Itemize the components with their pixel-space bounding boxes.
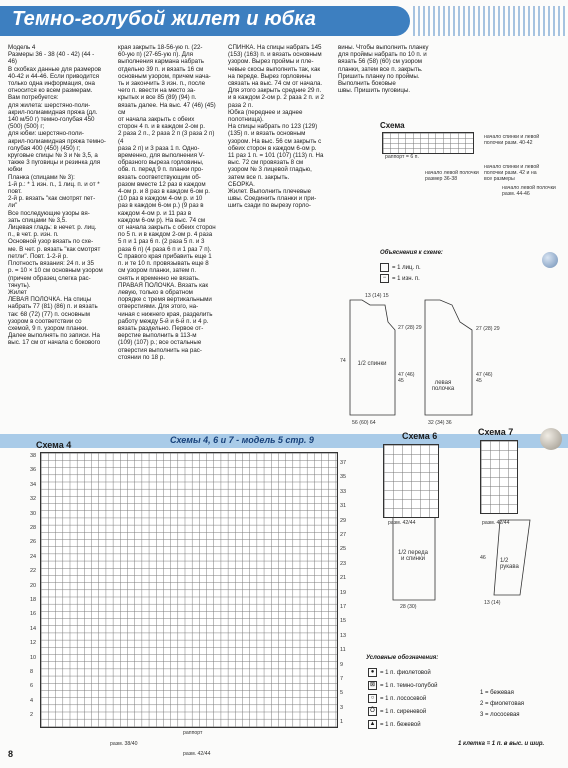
footer-note: 1 клетка = 1 п. в выс. и шир. <box>458 741 545 747</box>
schema-ann4: начало левой полочки разм. 44-46 <box>502 185 556 197</box>
left-front-label: левая полочка <box>431 380 455 392</box>
col2-line: работу между 5-й и 6-й п. и 4 р. <box>118 317 209 325</box>
col1-line: Жилет <box>8 288 27 296</box>
back-height-measure: 74 <box>340 358 346 364</box>
front-armhole-measure: 27 (28) 29 <box>476 326 500 332</box>
col2-line: по 5 п. и в каждом 2-ом р. 4 раза <box>118 231 213 239</box>
row-number: 36 <box>30 467 37 474</box>
col3-line: связать на выс. 74 см от начала. <box>228 80 323 88</box>
col1-line: зать спицами № 3,5. <box>8 216 67 224</box>
col1-line: акрил-полиамидная пряжа (дл. <box>8 108 98 116</box>
col1-line: ЛЕВАЯ ПОЛОЧКА. На спицы <box>8 296 92 304</box>
col1-line: Плотность вязания: 24 п. и 35 <box>8 260 94 268</box>
legend-item: ⊠ = 1 п. темно-голубой <box>369 682 438 690</box>
col2-line: ть и закончить 3 изн. п., после <box>118 80 206 88</box>
schema-rapport: раппорт = 6 п. <box>385 154 419 160</box>
legend-color-item: 1 = бежевая <box>480 690 514 696</box>
col1-line: Далее выполнять по записи. На <box>8 332 100 340</box>
legend-color-item: 2 = фиолетовая <box>480 701 525 707</box>
row-number: 5 <box>340 690 344 697</box>
col1-line: голубая 400 (450) (450) г; <box>8 144 81 152</box>
col2-line: раз в каждом 6-ом р.) (9 раз в <box>118 202 204 210</box>
schema4-rapport: раппорт <box>183 730 203 736</box>
col1-line: схемой, 9 п. узором планки. <box>8 324 88 332</box>
row-number: 25 <box>340 546 347 553</box>
col2-line: снять и временно не вязать. <box>118 274 200 282</box>
page-title: Темно-голубой жилет и юбка <box>12 8 317 30</box>
schema4-size2: разм. 42/44 <box>183 751 211 757</box>
col2-line: 5 п и 1 раз 6 п. (2 раза 5 п. и 3 <box>118 238 205 246</box>
col1-line: 46) <box>8 58 17 66</box>
col3-line: обеих сторон в каждом 6-ом р. <box>228 144 317 152</box>
row-number: 1 <box>340 719 344 726</box>
row-number: 27 <box>340 532 347 538</box>
col2-line: раза 2 п) и 3 раза 1 п. Одно- <box>118 144 200 152</box>
col3-line: раза 2 п. <box>228 101 254 109</box>
row-number: 2 <box>30 712 34 719</box>
col2-line: стоянии по 18 р. <box>118 353 165 361</box>
col2-line: от начала закрыть с обеих сторон <box>118 224 216 232</box>
row-number: 10 <box>30 654 37 661</box>
schema-ann1: начало левой полочки размер 36-38 <box>425 170 479 182</box>
col2-line: образного выреза горловины, <box>118 159 204 167</box>
back-top-measure: 13 (14) 15 <box>365 293 389 299</box>
schema-title: Схема <box>380 121 405 130</box>
schema-legend-title: Объяснения к схеме: <box>380 250 443 256</box>
armhole-measure: 27 (28) 29 <box>398 325 422 331</box>
legend-item: ▲ = 1 п. бежевой <box>369 721 421 729</box>
row-number: 14 <box>30 625 37 632</box>
col1-line: р. = 10 × 10 см основным узором <box>8 267 103 275</box>
row-number: 33 <box>340 488 347 495</box>
col2-line: раза 6 п) (4 раза 6 п и 1 раз 7 п). <box>118 245 212 253</box>
col3-line: на переде. Вырез горловины <box>228 72 312 80</box>
front-bottom-measure: 32 (34) 36 <box>428 420 452 426</box>
col3-line: шить сзади по вырезу горло- <box>228 202 311 210</box>
col3-line: чевые скосы выполнить так, как <box>228 65 321 73</box>
col4-line: швы. Пришить пуговицы. <box>338 87 411 95</box>
back-bottom-measure: 56 (60) 64 <box>352 420 376 426</box>
col1-line: узором в соответствии со <box>8 317 82 325</box>
row-number: 13 <box>340 632 347 639</box>
row-number: 24 <box>30 553 37 560</box>
schema-ann2: начало спинки и левой полочки разм. 40-42 <box>484 134 540 146</box>
col3-line: СБОРКА. <box>228 180 255 188</box>
row-number: 29 <box>340 517 347 524</box>
legend-color-item: 3 = лососевая <box>480 712 520 718</box>
legend-item: ● = 1 п. фиолетовой <box>368 668 431 677</box>
col1-line: 40-42 и 44-46. Если приводится <box>8 72 99 80</box>
col4-line: вязать 56 (58) (60) см узором <box>338 58 423 66</box>
row-number: 12 <box>30 640 37 647</box>
col3-line: Жилет. Выполнить плечевые <box>228 188 312 196</box>
col1-line: Все последующие узоры вя- <box>8 209 90 217</box>
col1-line: для жилета: шерстяно-поли- <box>8 101 91 109</box>
schema7-grid <box>480 440 518 514</box>
col2-line: 60-ую п) (27-65-ую п). Для <box>118 51 193 59</box>
row-number: 34 <box>30 481 37 488</box>
row-number: 28 <box>30 525 37 531</box>
col1-line: Вам потребуется: <box>8 94 59 102</box>
row-number: 35 <box>340 474 347 481</box>
col1-line: для юбки: шерстяно-поли- <box>8 130 84 138</box>
col2-line: от начала закрыть с обеих <box>118 116 195 124</box>
legend-item: Ō = 1 п. сиреневой <box>368 707 426 716</box>
col2-line: ПРАВАЯ ПОЛОЧКА. Вязать как <box>118 281 209 289</box>
row-number: 4 <box>30 697 34 704</box>
row-number: 6 <box>30 683 34 690</box>
row-number: 32 <box>30 496 37 503</box>
legend-item: ○ = 1 п. лососевой <box>368 694 426 703</box>
schema-ann3: начало спинки и левой полочки разм. 42 и на все размеры <box>484 164 540 182</box>
col2-line: чего п. ввести на место за- <box>118 87 196 95</box>
band-title: Схемы 4, 6 и 7 - модель 5 стр. 9 <box>170 435 314 445</box>
stitch-symbol-icon: ● <box>368 668 377 677</box>
col1-line: 1-й р.: * 1 изн. п., 1 лиц. п. и от * <box>8 180 100 188</box>
stitch-symbol-icon: Ō <box>368 707 377 716</box>
row-number: 38 <box>30 453 37 459</box>
back-half-label: 1/2 спинки <box>357 361 387 367</box>
col2-line: С правого края прибавить еще 1 <box>118 252 212 260</box>
stitch-symbol-icon: ⊠ <box>369 682 376 688</box>
col4-line: Выполнить боковые <box>338 80 396 88</box>
row-number: 3 <box>340 704 344 711</box>
row-number: 17 <box>340 604 347 610</box>
col2-line: каждом 4-ом р. и 11 раз в <box>118 209 192 217</box>
purl-stitch-icon: − <box>380 274 389 283</box>
row-number: 7 <box>340 676 344 682</box>
stitch-symbol-icon: ○ <box>368 694 377 703</box>
col1-line: тянуть). <box>8 281 31 289</box>
col2-line: верстие выполнить в 113-м <box>118 332 197 340</box>
col2-line: (109) (107) р.; все остальные <box>118 339 202 347</box>
schema4-title: Схема 4 <box>36 440 72 450</box>
col2-line: отдельно 39 п. и вязать 16 см <box>118 65 204 73</box>
schema6-size: разм. 42/44 <box>388 520 416 526</box>
col3-line: (135) п. и вязать основным <box>228 130 306 138</box>
col2-line: левую, только в обратном <box>118 288 193 296</box>
sleeve-bottom: 13 (14) <box>484 600 501 606</box>
row-number: 15 <box>340 618 347 625</box>
schema4-size1: разм. 38/40 <box>110 741 138 747</box>
col3-line: 11 раз 1 п. = 101 (107) (113) п. На <box>228 152 324 160</box>
front-back-half-label: 1/2 переда и спинки <box>398 550 428 562</box>
col4-line: планки, затем все п. закрыть. <box>338 65 423 73</box>
schema-legend-2: − = 1 изн. п. <box>380 274 420 283</box>
col3-line: узором № 3 лицевой гладью, <box>228 166 312 174</box>
col1-line: петли". Повт. 1-2-й р. <box>8 252 68 260</box>
row-number: 31 <box>340 503 347 510</box>
schema4-grid <box>40 452 338 728</box>
col2-line: порядке с тремя вертикальными <box>118 296 212 304</box>
col2-line: (10 раз в каждом 4-ом р. и 10 <box>118 195 203 203</box>
col3-line: узором. На выс. 56 см закрыть с <box>228 137 322 145</box>
col1-line: только одна информация, она <box>8 80 95 88</box>
schema6-grid <box>383 444 439 518</box>
col1-line: набрать 77 (81) (86) п. и вязать <box>8 303 98 311</box>
col1-line: Основной узор вязать по схе- <box>8 238 94 246</box>
col3-line: и в каждом 2-ом р. 2 раза 2 п. и 2 <box>228 94 324 102</box>
col2-line: вязать раздельно. Первое от- <box>118 324 204 332</box>
col3-line: СПИНКА. На спицы набрать 145 <box>228 44 322 51</box>
schema7-size: разм. 42/44 <box>482 520 510 526</box>
row-number: 26 <box>30 539 37 546</box>
col1-line: выс. 17 см от начала с бокового <box>8 339 101 347</box>
col1-line: Модель 4 <box>8 44 36 51</box>
col2-line: выполнения кармана набрать <box>118 58 205 66</box>
col1-line: (причем образец слегка рас- <box>8 274 91 282</box>
col1-line: повт. <box>8 188 22 196</box>
front-side-measure: 47 (46) 45 <box>476 372 493 384</box>
col2-line: см узором планки, затем п. <box>118 267 197 275</box>
col2-line: вязать соответствующим об- <box>118 173 201 181</box>
col2-line: края закрыть 18-56-ую п. (22- <box>118 44 203 51</box>
row-number: 18 <box>30 597 37 603</box>
schema6-title: Схема 6 <box>402 431 438 441</box>
col3-line: На спицы набрать по 123 (129) <box>228 123 318 131</box>
col1-line: так: 68 (72) (77) п. основным <box>8 310 90 318</box>
col3-line: Для этого закрыть средние 29 п. <box>228 87 322 95</box>
row-number: 22 <box>30 568 37 575</box>
schema7-title: Схема 7 <box>478 427 514 437</box>
col2-line: чиная с нижнего края, разделить <box>118 310 213 318</box>
col3-line: узором. Вырез проймы и пле- <box>228 58 314 66</box>
col1-line: 140 м/50 г) темно-голубая 450 <box>8 116 95 124</box>
col2-line: временно, для выполнения V- <box>118 152 205 160</box>
pattern2-bottom: 28 (30) <box>400 604 417 610</box>
col1-line: Планка (спицами № 3): <box>8 173 75 181</box>
col1-line: ме. В чет. р. вязать "как смотрят <box>8 245 101 253</box>
row-number: 16 <box>30 611 37 618</box>
col2-line: 2 раза 2 п., 2 раза 2 п (3 раза 2 п) (4 <box>118 130 217 145</box>
row-number: 30 <box>30 510 37 517</box>
col2-line: 4-ом р. и 8 раз в каждом 6-ом р. <box>118 188 211 196</box>
col1-line: юбки <box>8 166 23 174</box>
side-measure: 47 (46) 45 <box>398 372 415 384</box>
col4-line: вины. Чтобы выполнить планку <box>338 44 429 51</box>
sleeve-label: 1/2 рукава <box>500 558 519 570</box>
page-number: 8 <box>8 749 14 759</box>
col1-line: круговые спицы № 3 и № 3,5, а <box>8 152 98 160</box>
col1-line: 2-й р. вязать "как смотрят пет- <box>8 195 96 203</box>
col2-line: п. и те 10 п. провязывать еще 8 <box>118 260 209 268</box>
col1-line: В скобках данные для размеров <box>8 65 102 73</box>
row-number: 21 <box>340 575 347 582</box>
yarn-ball-icon-2 <box>540 428 562 450</box>
row-number: 9 <box>340 661 344 668</box>
col1-line: п., в чет. р. изн. п. <box>8 231 59 239</box>
col3-line: (153) (163) п. и вязать основным <box>228 51 322 59</box>
row-number: 11 <box>340 647 346 654</box>
col3-line: Юбка (переднее и заднее <box>228 108 303 116</box>
col2-line: отверстиями. Для этого, на- <box>118 303 199 311</box>
col2-line: вязать далее. На выс. 47 (46) (45) см <box>118 101 218 116</box>
row-number: 23 <box>340 560 347 567</box>
col2-line: обв. п. перед 9 п. планки про- <box>118 166 204 174</box>
row-number: 37 <box>340 460 347 466</box>
col4-line: для проймы набрать по 10 п. и <box>338 51 427 59</box>
row-number: 20 <box>30 582 37 589</box>
col3-line: выс. 72 см провязать 8 см <box>228 159 304 167</box>
row-number: 8 <box>30 669 34 675</box>
col1-line: относится ко всем размерам. <box>8 87 93 95</box>
col2-line: крытых и все 85 (89) (94) п. <box>118 94 197 102</box>
col2-line: отверстия выполнить на рас- <box>118 346 202 354</box>
schema-legend-1: = 1 лиц. п. <box>380 263 421 272</box>
col1-line: также 3 пуговицы и резинка для <box>8 159 101 167</box>
col2-line: основным узором, причем нача- <box>118 72 211 80</box>
col4-line: Пришить планку по проймы. <box>338 72 420 80</box>
row-number: 19 <box>340 589 347 596</box>
col3-line: швы. Соединить планки и при- <box>228 195 317 203</box>
col1-line: (500) (500) г; <box>8 123 45 131</box>
col1-line: акрил-полиамидная пряжа темно- <box>8 137 106 145</box>
col3-line: полотнища). <box>228 116 264 124</box>
col3-line: затем все п. закрыть. <box>228 173 290 181</box>
col1-line: Размеры 36 - 38 (40 - 42) (44 - <box>8 51 95 59</box>
col1-line: Лицевая гладь: в нечет. р. лиц. <box>8 224 97 232</box>
col2-line: сторон 4 п. и в каждом 2-ом р. <box>118 123 205 131</box>
legend-title: Условные обозначения: <box>366 655 439 661</box>
col1-line: ли" <box>8 202 18 210</box>
stitch-symbol-icon: ▲ <box>369 721 376 727</box>
sleeve-height: 46 <box>480 555 486 561</box>
col2-line: каждом 6-ом р). На выс. 74 см <box>118 216 206 224</box>
col2-line: разом вместе 12 раз в каждом <box>118 180 206 188</box>
